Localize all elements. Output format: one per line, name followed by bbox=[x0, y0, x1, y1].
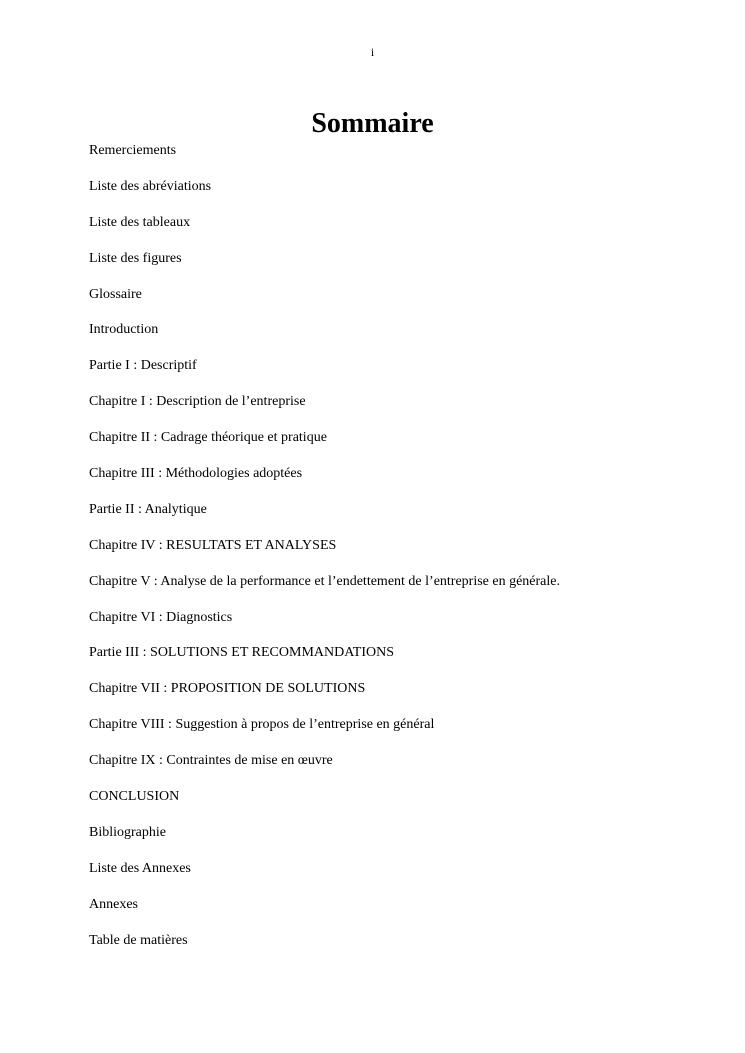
toc-entry-liste-figures: Liste des figures bbox=[89, 250, 182, 266]
toc-entry-chapitre-2: Chapitre II : Cadrage théorique et pratique bbox=[89, 430, 327, 446]
toc-entry-introduction: Introduction bbox=[89, 322, 159, 338]
toc-entry-chapitre-9: Chapitre IX : Contraintes de mise en œuvre bbox=[89, 753, 333, 769]
toc-entry-chapitre-5: Chapitre V : Analyse de la performance et l’endettement de l’entreprise en générale. bbox=[89, 573, 561, 589]
toc-entry-partie-3: Partie III : SOLUTIONS ET RECOMMANDATIONS bbox=[89, 645, 395, 661]
toc-entry-bibliographie: Bibliographie bbox=[89, 824, 166, 840]
toc-entry-conclusion: CONCLUSION bbox=[89, 789, 180, 805]
toc-entry-glossaire: Glossaire bbox=[89, 286, 142, 302]
toc-entry-partie-1: Partie I : Descriptif bbox=[89, 358, 197, 374]
page-number: i bbox=[370, 45, 375, 59]
toc-entry-chapitre-7: Chapitre VII : PROPOSITION DE SOLUTIONS bbox=[89, 681, 366, 697]
toc-entry-table-matieres: Table de matières bbox=[89, 932, 188, 948]
toc-entry-chapitre-3: Chapitre III : Méthodologies adoptées bbox=[89, 466, 303, 482]
page-title: Sommaire bbox=[311, 108, 434, 139]
toc-entry-chapitre-1: Chapitre I : Description de l’entreprise bbox=[89, 394, 306, 410]
toc-entry-chapitre-8: Chapitre VIII : Suggestion à propos de l’entreprise en général bbox=[89, 717, 435, 733]
toc-entry-liste-annexes: Liste des Annexes bbox=[89, 860, 191, 876]
toc-entry-chapitre-4: Chapitre IV : RESULTATS ET ANALYSES bbox=[89, 537, 337, 553]
toc-entry-chapitre-6: Chapitre VI : Diagnostics bbox=[89, 609, 233, 625]
toc-entry-liste-abreviations: Liste des abréviations bbox=[89, 178, 212, 194]
toc-entry-annexes: Annexes bbox=[89, 896, 138, 912]
table-of-contents bbox=[89, 142, 709, 967]
toc-entry-partie-2: Partie II : Analytique bbox=[89, 501, 207, 517]
toc-entry-liste-tableaux: Liste des tableaux bbox=[89, 214, 191, 230]
toc-entry-remerciements: Remerciements bbox=[89, 143, 177, 158]
